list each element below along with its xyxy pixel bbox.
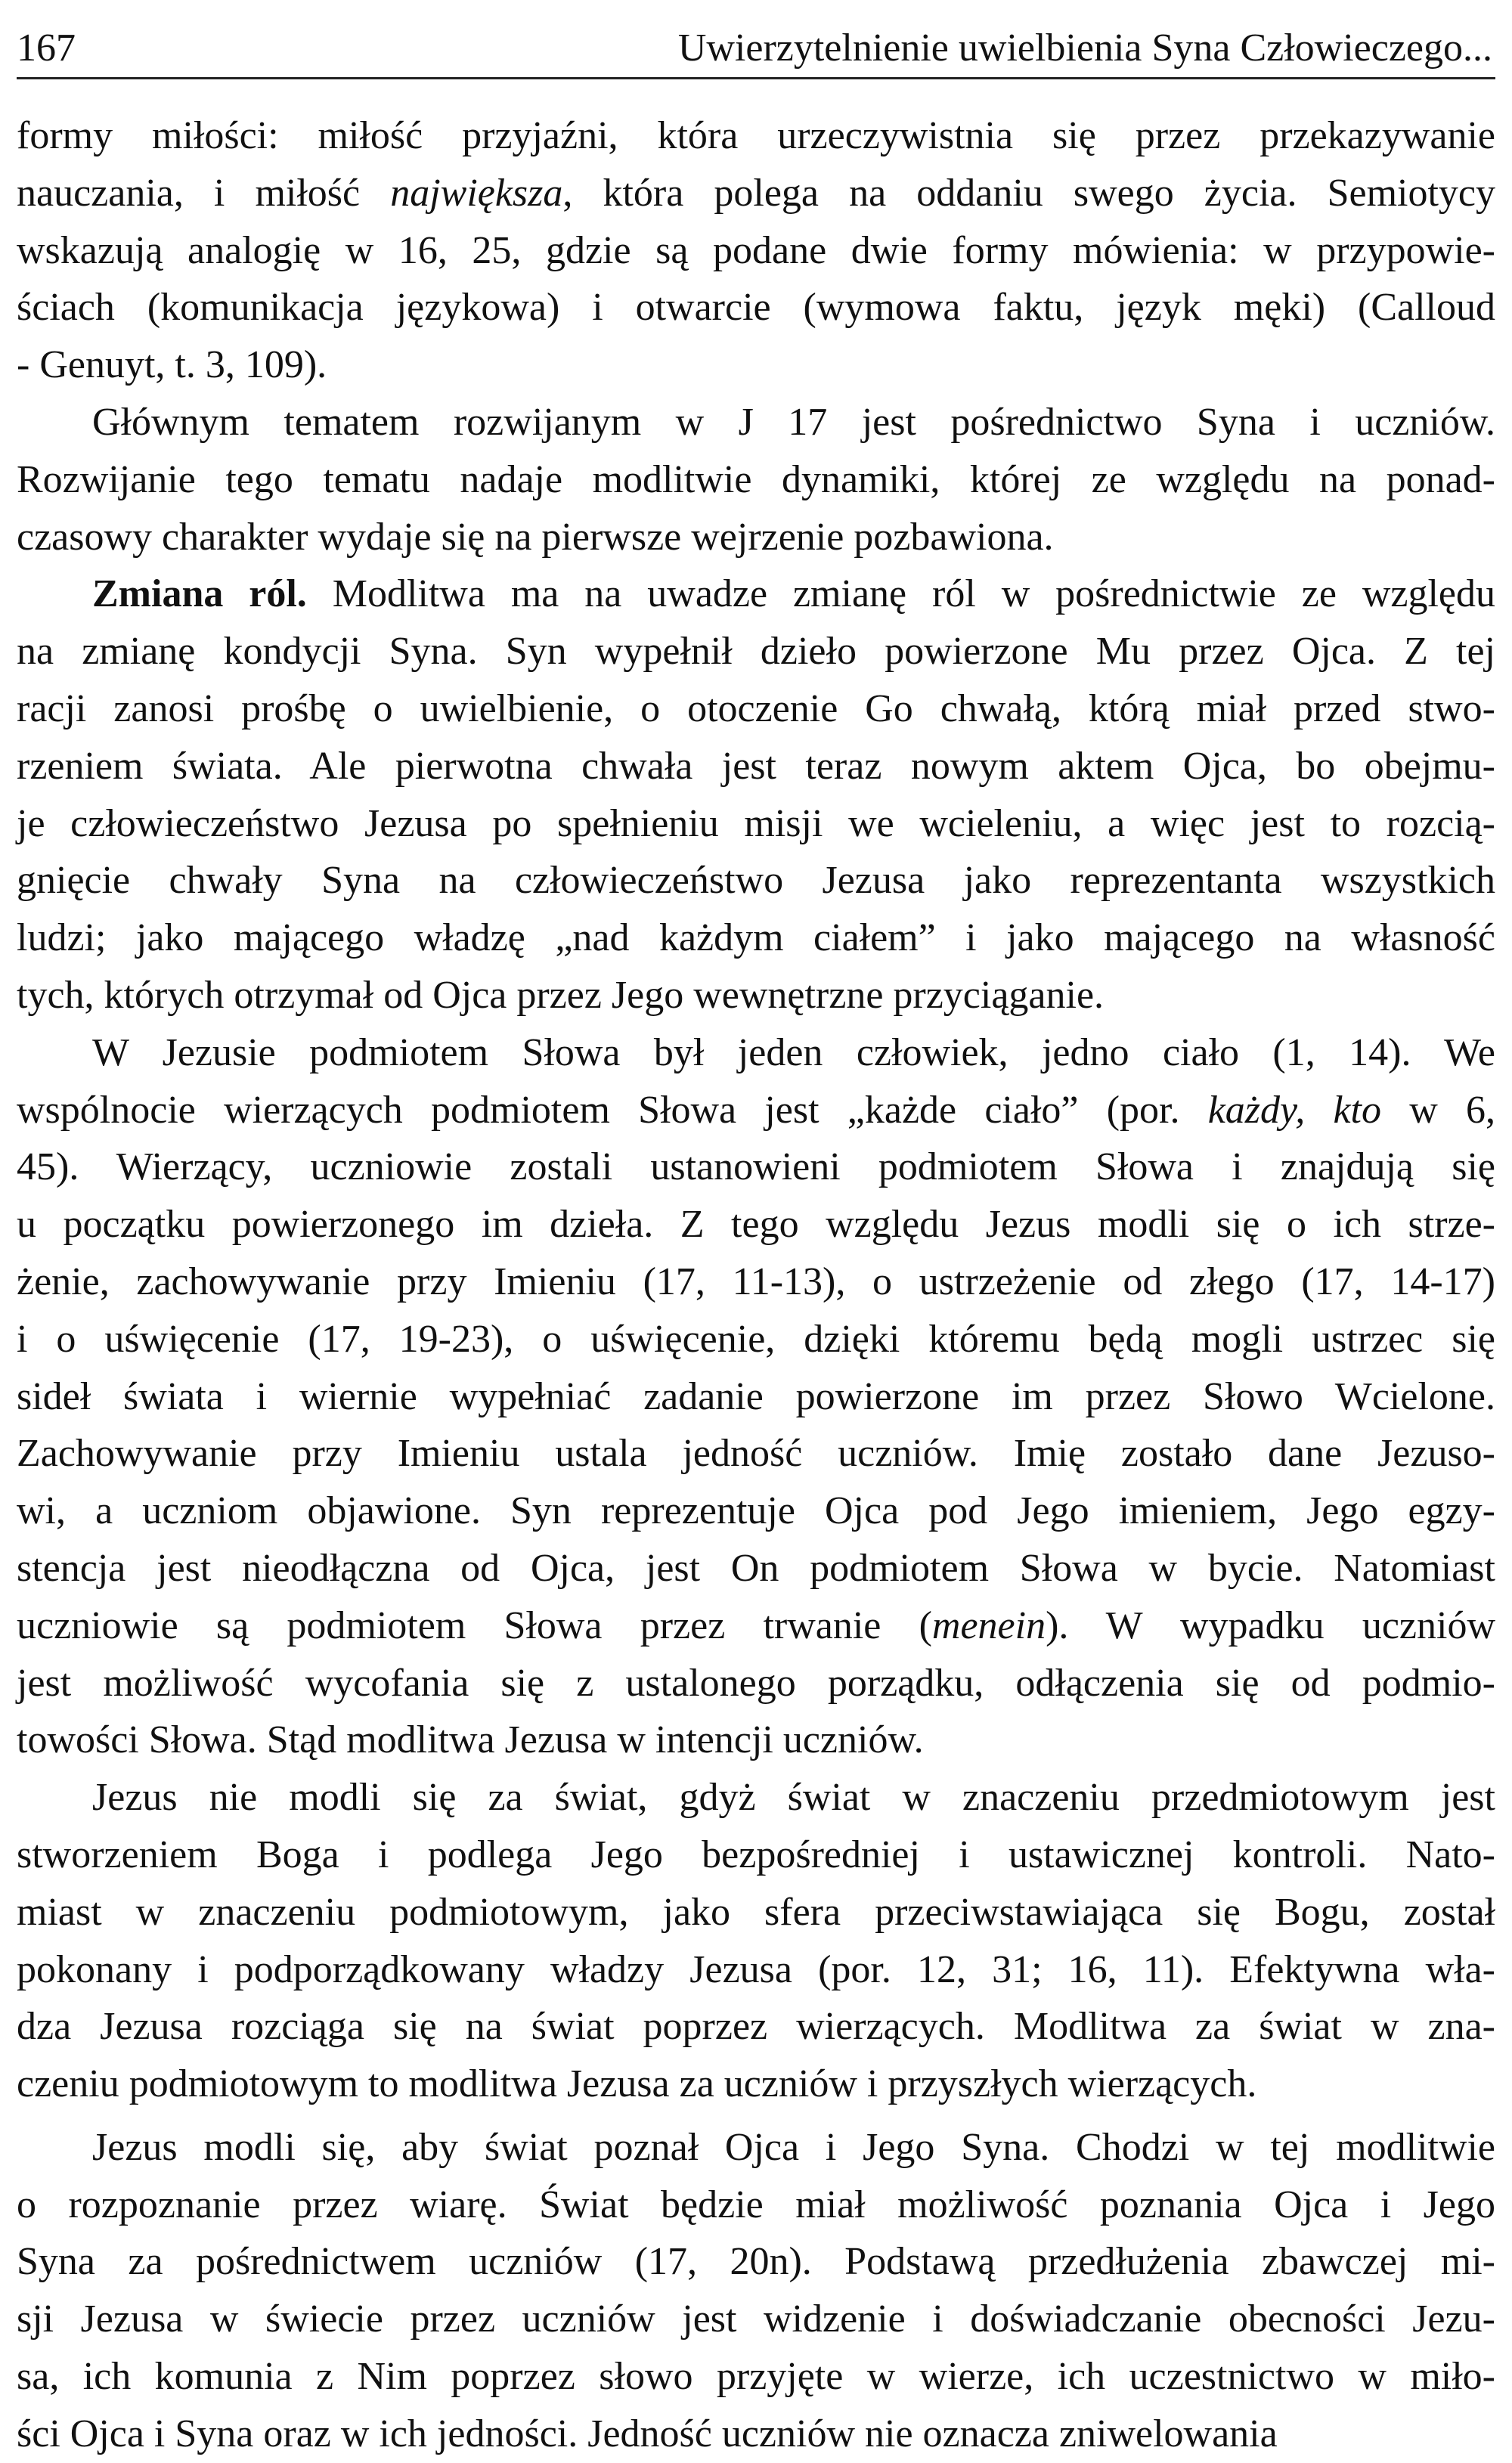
text-line (17, 1941, 1495, 1999)
text-line (17, 967, 1495, 1024)
line-text: sideł świata i wiernie wypełniać zadanie powierzone im przez Słowo Wcielone. (17, 1374, 1495, 1418)
italic-term: menein (931, 1603, 1046, 1647)
text-line (17, 565, 1495, 623)
text-line (17, 1024, 1495, 1082)
line-text: czasowy charakter wydaje się na pierwsze wejrzenie pozbawiona. (17, 515, 1054, 559)
line-text: ludzi; jako mającego władzę „nad każdym ciałem” i jako mającego na własność (17, 916, 1495, 960)
line-text: je człowieczeństwo Jezusa po spełnieniu misji we wcieleniu, a więc jest to rozcią- (17, 801, 1495, 845)
text-line (17, 1253, 1495, 1311)
line-text: dza Jezusa rozciąga się na świat poprzez wierzących. Modlitwa za świat w zna- (17, 2005, 1495, 2049)
text-line (17, 509, 1495, 566)
line-text: W Jezusie podmiotem Słowa był jeden człowiek, jedno ciało (1, 14). We (92, 1030, 1495, 1074)
text-line (17, 2406, 1495, 2463)
line-text: sa, ich komunia z Nim poprzez słowo przyjęte w wierze, ich uczestnictwo w miło- (17, 2355, 1495, 2399)
text-line (17, 2056, 1495, 2113)
line-text: wskazują analogię w 16, 25, gdzie są podane dwie formy mówienia: w przypowie- (17, 228, 1495, 272)
text-line (17, 1998, 1495, 2056)
italic-term: największa (390, 171, 563, 215)
line-text: uczniowie są podmiotem Słowa przez trwanie ( (17, 1603, 932, 1647)
line-text: stencja jest nieodłączna od Ojca, jest On podmiotem Słowa w bycie. Natomiast (17, 1546, 1495, 1590)
line-text: Głównym tematem rozwijanym w J 17 jest pośrednictwo Syna i uczniów. (92, 400, 1495, 444)
text-line (17, 1368, 1495, 1426)
bold-run-in-heading: Zmiana ról. (92, 572, 307, 616)
text-line (17, 1082, 1495, 1139)
line-text: ściach (komunikacja językowa) i otwarcie (wymowa faktu, język męki) (Calloud (17, 286, 1495, 330)
text-line (17, 2233, 1495, 2291)
line-text: jest możliwość wycofania się z ustalonego porządku, odłączenia się od podmio- (17, 1661, 1495, 1705)
line-text: Syna za pośrednictwem uczniów (17, 20n). Podstawą przedłużenia zbawczej mi- (17, 2240, 1495, 2284)
text-line (17, 107, 1495, 165)
paragraph (17, 1769, 1495, 2113)
line-text: ). W wypadku uczniów (1046, 1603, 1496, 1647)
page-header (17, 20, 1495, 79)
text-line (17, 1884, 1495, 1941)
line-text: wspólnocie wierzących podmiotem Słowa jest „każde ciało” (por. (17, 1088, 1208, 1132)
text-line (17, 2348, 1495, 2406)
paragraph (17, 1024, 1495, 1769)
line-text: pokonany i podporządkowany władzy Jezusa (por. 12, 31; 16, 11). Efektywna wła- (17, 1947, 1495, 1991)
text-line (17, 1712, 1495, 1769)
line-text: formy miłości: miłość przyjaźni, która urzeczywistnia się przez przekazywanie (17, 114, 1495, 157)
line-text: ści Ojca i Syna oraz w ich jedności. Jedność uczniów nie oznacza zniwelowania (17, 2412, 1278, 2455)
text-line (17, 680, 1495, 738)
line-text: żenie, zachowywanie przy Imieniu (17, 11-13), o ustrzeżenie od złego (17, 14-17) (17, 1259, 1495, 1303)
line-text: Zachowywanie przy Imieniu ustala jedność uczniów. Imię zostało dane Jezuso- (17, 1432, 1495, 1476)
body-text (17, 107, 1495, 2463)
text-line (17, 1425, 1495, 1482)
line-text: czeniu podmiotowym to modlitwa Jezusa za uczniów i przyszłych wierzących. (17, 2062, 1257, 2106)
line-text: wi, a uczniom objawione. Syn reprezentuje Ojca pod Jego imieniem, Jego egzy- (17, 1489, 1495, 1533)
running-head: Uwierzytelnienie uwielbienia Syna Człowieczego... (677, 26, 1492, 70)
line-text: stworzeniem Boga i podlega Jego bezpośredniej i ustawicznej kontroli. Nato- (17, 1833, 1495, 1876)
line-text: - Genuyt, t. 3, 109). (17, 343, 327, 387)
line-text: , która polega na oddaniu swego życia. Semiotycy (562, 171, 1495, 215)
text-line (17, 1540, 1495, 1597)
line-text: nauczania, i miłość (17, 171, 391, 215)
line-text: Modlitwa ma na uwadze zmianę ról w pośrednictwie ze względu (306, 572, 1495, 616)
line-text: 45). Wierzący, uczniowie zostali ustanowieni podmiotem Słowa i znajdują się (17, 1145, 1495, 1189)
line-text: Jezus nie modli się za świat, gdyż świat w znaczeniu przedmiotowym jest (92, 1776, 1495, 1820)
page-number: 167 (17, 26, 76, 70)
text-line (17, 1769, 1495, 1826)
line-text: towości Słowa. Stąd modlitwa Jezusa w intencji uczniów. (17, 1718, 924, 1762)
line-text: i o uświęcenie (17, 19-23), o uświęcenie, dzięki któremu będą mogli ustrzec się (17, 1317, 1495, 1361)
text-line (17, 2119, 1495, 2176)
line-text: racji zanosi prośbę o uwielbienie, o otoczenie Go chwałą, którą miał przed stwo- (17, 686, 1495, 730)
paragraph (17, 565, 1495, 1024)
line-text: u początku powierzonego im dzieła. Z tego względu Jezus modli się o ich strze- (17, 1203, 1495, 1247)
text-line (17, 795, 1495, 853)
text-line (17, 1655, 1495, 1712)
paragraph (17, 2119, 1495, 2463)
text-line (17, 909, 1495, 967)
text-line (17, 738, 1495, 795)
text-line (17, 1196, 1495, 1253)
line-text: na zmianę kondycji Syna. Syn wypełnił dzieło powierzone Mu przez Ojca. Z tej (17, 630, 1495, 674)
line-text: w 6, (1381, 1088, 1496, 1132)
text-line (17, 165, 1495, 222)
paragraph (17, 107, 1495, 394)
paragraph-gap (17, 2113, 1495, 2119)
text-line (17, 852, 1495, 909)
italic-term: każdy, kto (1207, 1088, 1381, 1132)
text-line (17, 222, 1495, 280)
text-line (17, 1826, 1495, 1884)
text-line (17, 1139, 1495, 1196)
line-text: miast w znaczeniu podmiotowym, jako sfera przeciwstawiająca się Bogu, został (17, 1890, 1495, 1934)
text-line (17, 2291, 1495, 2348)
text-line (17, 1597, 1495, 1655)
text-line (17, 2176, 1495, 2234)
text-line (17, 1482, 1495, 1540)
line-text: tych, których otrzymał od Ojca przez Jego wewnętrzne przyciąganie. (17, 973, 1105, 1017)
paragraph (17, 394, 1495, 565)
line-text: Rozwijanie tego tematu nadaje modlitwie dynamiki, której ze względu na ponad- (17, 457, 1495, 501)
line-text: sji Jezusa w świecie przez uczniów jest widzenie i doświadczanie obecności Jezu- (17, 2297, 1495, 2341)
text-line (17, 279, 1495, 336)
line-text: gnięcie chwały Syna na człowieczeństwo Jezusa jako reprezentanta wszystkich (17, 859, 1495, 903)
text-line (17, 336, 1495, 394)
text-line (17, 1311, 1495, 1368)
text-line (17, 394, 1495, 451)
line-text: rzeniem świata. Ale pierwotna chwała jest teraz nowym aktem Ojca, bo obejmu- (17, 744, 1495, 788)
text-line (17, 451, 1495, 509)
text-line (17, 623, 1495, 680)
line-text: o rozpoznanie przez wiarę. Świat będzie miał możliwość poznania Ojca i Jego (17, 2183, 1495, 2226)
line-text: Jezus modli się, aby świat poznał Ojca i Jego Syna. Chodzi w tej modlitwie (92, 2125, 1495, 2169)
